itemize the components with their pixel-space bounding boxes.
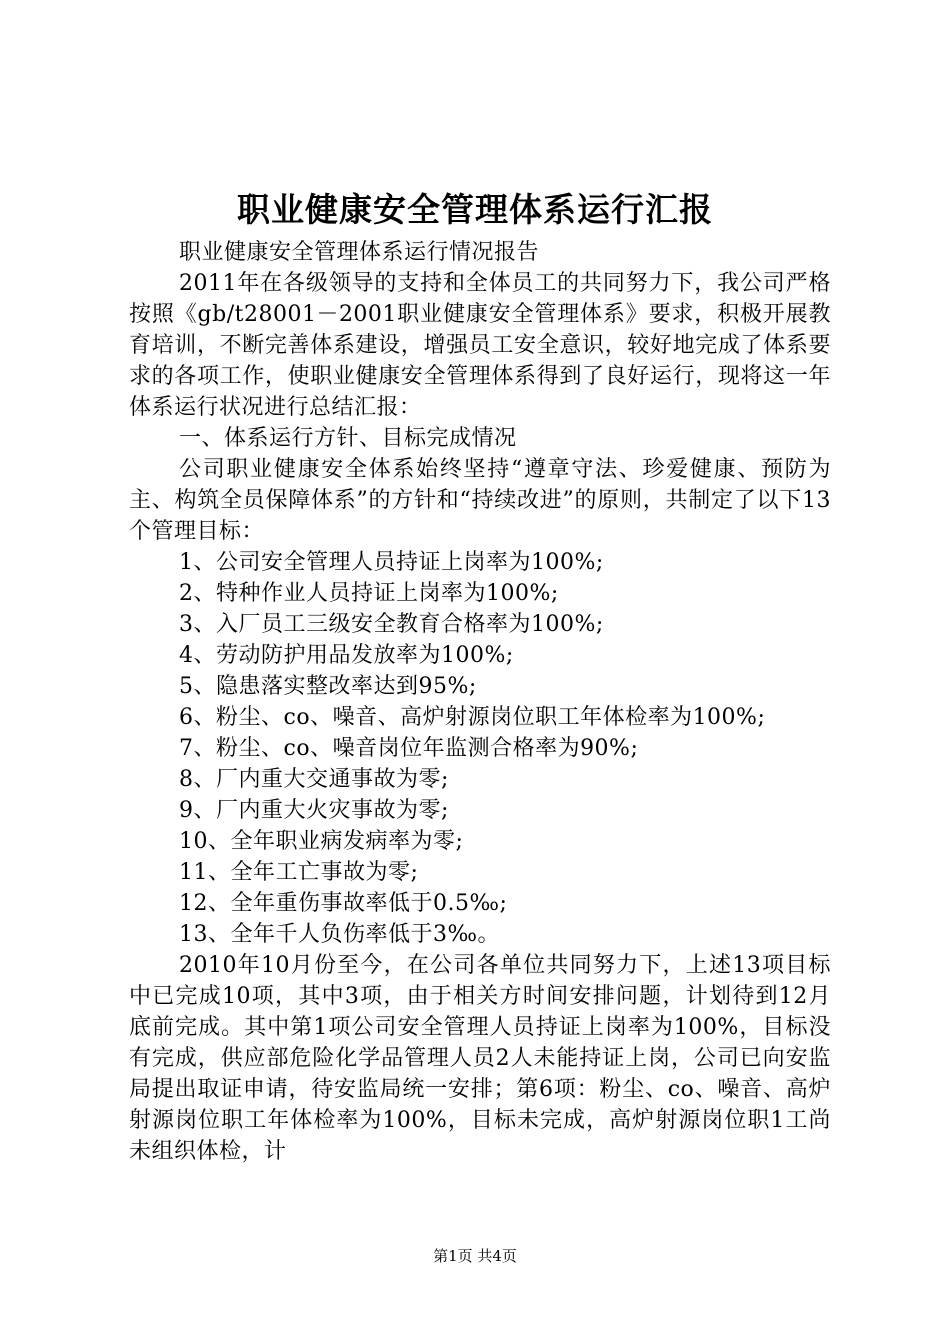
target-item-10: 10、全年职业病发病率为零; [179,829,464,854]
target-item-12: 12、全年重伤事故率低于0.5‰; [179,891,508,916]
target-item-2: 2、特种作业人员持证上岗率为100%; [179,581,559,606]
page-footer: 第1页 共4页 [433,1247,517,1265]
target-item-11: 11、全年工亡事故为零; [179,860,419,885]
target-item-1: 1、公司安全管理人员持证上岗率为100%; [179,550,604,575]
paragraph-policy: 公司职业健康安全体系始终坚持“遵章守法、珍爱健康、预防为主、构筑全员保障体系”的方针和“持续改进”的原则，共制定了以下13个管理目标： [129,457,831,544]
target-item-5: 5、隐患落实整改率达到95%; [179,674,477,699]
target-item-9: 9、厂内重大火灾事故为零; [179,798,449,823]
paragraph-progress: 2010年10月份至今，在公司各单位共同努力下，上述13项目标中已完成10项，其中3项，由于相关方时间安排问题，计划待到12月底前完成。其中第1项公司安全管理人员持证上岗率为100%，目标没有完成，供应部危险化学品管理人员2人未能持证上岗，公司已向安监局提出取证申请，待安监局统一安排；第6项：粉尘、co、噪音、高炉射源岗位职工年体检率为100%，目标未完成，高炉射源岗位职1工尚未组织体检，计 [129,953,831,1164]
target-item-3: 3、入厂员工三级安全教育合格率为100%; [179,612,604,637]
target-item-7: 7、粉尘、co、噪音岗位年监测合格率为90%; [179,736,639,761]
target-item-13: 13、全年千人负伤率低于3‰。 [179,922,501,947]
target-item-8: 8、厂内重大交通事故为零; [179,767,449,792]
paragraph-report-name: 职业健康安全管理体系运行情况报告 [179,240,540,265]
document-title: 职业健康安全管理体系运行汇报 [237,190,713,229]
section-heading-1: 一、体系运行方针、目标完成情况 [179,426,517,451]
paragraph-intro: 2011年在各级领导的支持和全体员工的共同努力下，我公司严格按照《gb/t28001－2001职业健康安全管理体系》要求，积极开展教育培训，不断完善体系建设，增强员工安全意识，较好地完成了体系要求的各项工作，使职业健康安全管理体系得到了良好运行，现将这一年体系运行状况进行总结汇报： [129,271,831,420]
document-body [129,237,831,1167]
target-item-6: 6、粉尘、co、噪音、高炉射源岗位职工年体检率为100%; [179,705,766,730]
target-item-4: 4、劳动防护用品发放率为100%; [179,643,514,668]
